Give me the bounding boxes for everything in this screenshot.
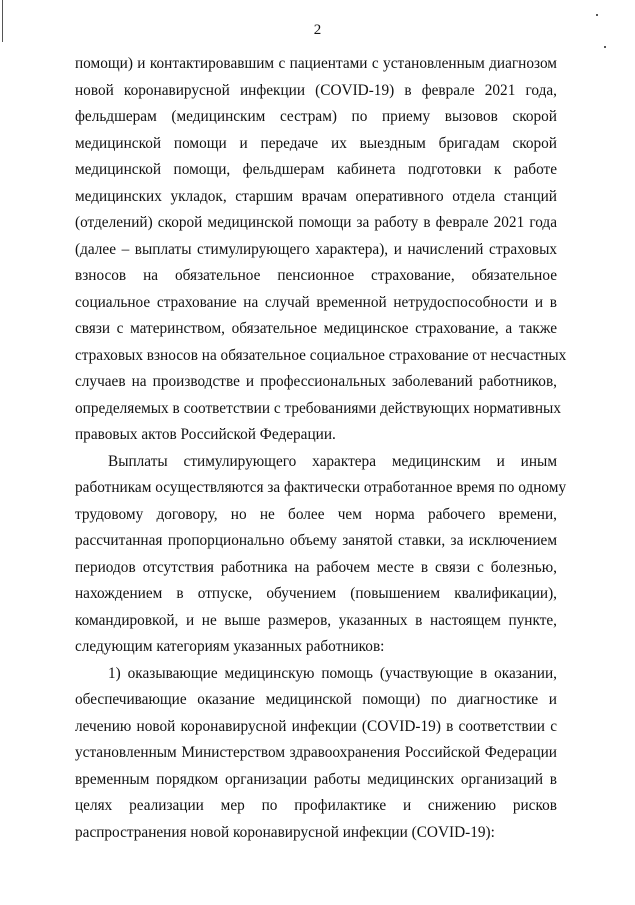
- paragraph-3-line-3: лечению новой коронавирусной инфекции (COVID-19) в соответствии с: [75, 717, 557, 735]
- paragraph-1-line-8: (далее – выплаты стимулирующего характера), и начислений страховых: [75, 240, 557, 258]
- paragraph-1-line-6: медицинских укладок, старшим врачам оперативного отдела станций: [75, 187, 557, 205]
- scan-mark-left-edge: [2, 0, 3, 42]
- paragraph-3-line-6: целях реализации мер по профилактике и снижению рисков: [75, 797, 557, 814]
- scan-mark-top-right: [596, 14, 598, 16]
- paragraph-1-line-14: определяемых в соответствии с требованиями действующих нормативных: [75, 399, 561, 417]
- paragraph-2-line-3: трудовому договору, но не более чем норма рабочего времени,: [75, 505, 557, 523]
- scan-mark-right: [604, 46, 606, 48]
- paragraph-2-line-5: периодов отсутствия работника на рабочем месте в связи с болезнью,: [75, 558, 557, 576]
- paragraph-2-line-8: следующим категориям указанных работников:: [75, 638, 385, 655]
- paragraph-1-line-1: помощи) и контактировавшим с пациентами с установленным диагнозом: [75, 55, 557, 72]
- paragraph-1-line-9: взносов на обязательное пенсионное страхование, обязательное: [75, 267, 557, 284]
- paragraph-2-line-6: нахождением в отпуске, обучением (повышением квалификации),: [75, 585, 557, 602]
- paragraph-1-line-4: медицинской помощи и передаче их выездным бригадам скорой: [75, 134, 557, 152]
- paragraph-1-line-5: медицинской помощи, фельдшерам кабинета подготовки к работе: [75, 161, 557, 178]
- paragraph-3-line-5: временным порядком организации работы медицинских организаций в: [75, 770, 557, 788]
- page-number: 2: [313, 22, 322, 38]
- paragraph-3-line-4: установленным Министерством здравоохранения Российской Федерации: [75, 744, 557, 761]
- paragraph-1-line-15: правовых актов Российской Федерации.: [75, 426, 336, 443]
- paragraph-1-line-11: связи с материнством, обязательное медицинское страхование, а также: [75, 320, 557, 337]
- paragraph-2-line-4: рассчитанная пропорционально объему занятой ставки, за исключением: [75, 532, 557, 549]
- paragraph-3-line-7: распространения новой коронавирусной инфекции (COVID-19):: [75, 823, 495, 841]
- paragraph-1-line-2: новой коронавирусной инфекции (COVID-19) в феврале 2021 года,: [75, 81, 557, 99]
- paragraph-2-line-7: командировкой, и не выше размеров, указанных в настоящем пункте,: [75, 611, 557, 629]
- paragraph-2-line-1: Выплаты стимулирующего характера медицинским и иным: [108, 452, 557, 470]
- paragraph-1-line-3: фельдшерам (медицинским сестрам) по приему вызовов скорой: [75, 108, 557, 125]
- paragraph-3-line-2: обеспечивающие оказание медицинской помощи) по диагностике и: [75, 691, 557, 708]
- paragraph-1-line-13: случаев на производстве и профессиональных заболеваний работников,: [75, 373, 557, 390]
- paragraph-1-line-7: (отделений) скорой медицинской помощи за работу в феврале 2021 года: [75, 214, 557, 231]
- paragraph-2-line-2: работникам осуществляются за фактически отработанное время по одному: [75, 479, 567, 496]
- paragraph-3-line-1: 1) оказывающие медицинскую помощь (участвующие в оказании,: [108, 664, 557, 682]
- paragraph-1-line-12: страховых взносов на обязательное социальное страхование от несчастных: [75, 346, 567, 364]
- paragraph-1-line-10: социальное страхование на случай временной нетрудоспособности и в: [75, 293, 557, 311]
